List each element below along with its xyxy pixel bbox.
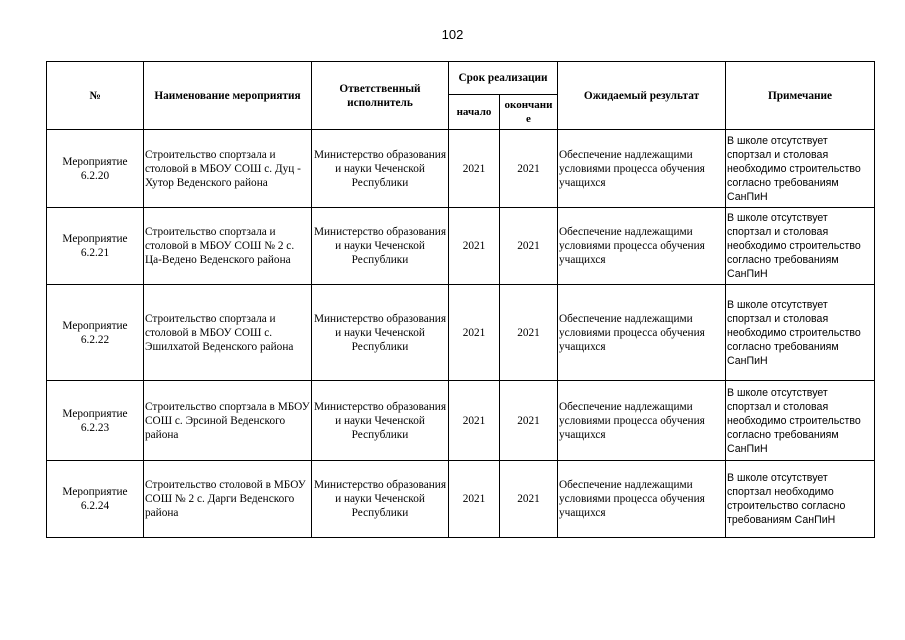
activity-start: 2021 (449, 381, 500, 461)
activity-note: В школе отсутствует спортзал и столовая необходимо строительство согласно требованиям СанПиН (726, 381, 875, 461)
activity-name: Строительство спортзала и столовой в МБОУ СОШ с. Дуц - Хутор Веденского района (144, 130, 312, 208)
table-row (47, 130, 875, 208)
activity-name: Строительство спортзала и столовой в МБОУ СОШ с. Эшилхатой Веденского района (144, 285, 312, 381)
header-name: Наименование мероприятия (144, 62, 312, 130)
activity-id: Мероприятие 6.2.24 (47, 461, 144, 538)
activity-executor: Министерство образования и науки Чеченской Республики (312, 130, 449, 208)
header-executor: Ответственный исполнитель (312, 62, 449, 130)
header-result: Ожидаемый результат (558, 62, 726, 130)
activity-start: 2021 (449, 130, 500, 208)
activity-executor: Министерство образования и науки Чеченской Республики (312, 285, 449, 381)
activity-executor: Министерство образования и науки Чеченской Республики (312, 381, 449, 461)
activity-end: 2021 (500, 208, 558, 285)
activity-note: В школе отсутствует спортзал и столовая необходимо строительство согласно требованиям СанПиН (726, 285, 875, 381)
table-row (47, 208, 875, 285)
activity-end: 2021 (500, 381, 558, 461)
table-header-row (47, 62, 875, 95)
activity-result: Обеспечение надлежащими условиями процесса обучения учащихся (558, 130, 726, 208)
activity-result: Обеспечение надлежащими условиями процесса обучения учащихся (558, 461, 726, 538)
activity-end: 2021 (500, 285, 558, 381)
header-period: Срок реализации (449, 62, 558, 95)
header-note: Примечание (726, 62, 875, 130)
activity-id: Мероприятие 6.2.23 (47, 381, 144, 461)
activity-id: Мероприятие 6.2.21 (47, 208, 144, 285)
activity-end: 2021 (500, 130, 558, 208)
activity-name: Строительство спортзала и столовой в МБОУ СОШ № 2 с. Ца-Ведено Веденского района (144, 208, 312, 285)
table-row (47, 461, 875, 538)
activity-note: В школе отсутствует спортзал и столовая необходимо строительство согласно требованиям СанПиН (726, 130, 875, 208)
activity-end: 2021 (500, 461, 558, 538)
activity-start: 2021 (449, 461, 500, 538)
activity-note: В школе отсутствует спортзал необходимо строительство согласно требованиям СанПиН (726, 461, 875, 538)
activity-result: Обеспечение надлежащими условиями процесса обучения учащихся (558, 285, 726, 381)
header-end: окончани е (500, 95, 558, 130)
activity-note: В школе отсутствует спортзал и столовая необходимо строительство согласно требованиям СанПиН (726, 208, 875, 285)
activity-name: Строительство спортзала в МБОУ СОШ с. Эрсиной Веденского района (144, 381, 312, 461)
activity-start: 2021 (449, 285, 500, 381)
table-row (47, 381, 875, 461)
header-start: начало (449, 95, 500, 130)
activity-result: Обеспечение надлежащими условиями процесса обучения учащихся (558, 208, 726, 285)
activity-start: 2021 (449, 208, 500, 285)
activity-id: Мероприятие 6.2.20 (47, 130, 144, 208)
activity-executor: Министерство образования и науки Чеченской Республики (312, 461, 449, 538)
activity-executor: Министерство образования и науки Чеченской Республики (312, 208, 449, 285)
header-number: № (47, 62, 144, 130)
table-row (47, 285, 875, 381)
activities-table (46, 61, 875, 538)
activity-result: Обеспечение надлежащими условиями процесса обучения учащихся (558, 381, 726, 461)
activity-id: Мероприятие 6.2.22 (47, 285, 144, 381)
activity-name: Строительство столовой в МБОУ СОШ № 2 с. Дарги Веденского района (144, 461, 312, 538)
page-number: 102 (441, 27, 464, 42)
